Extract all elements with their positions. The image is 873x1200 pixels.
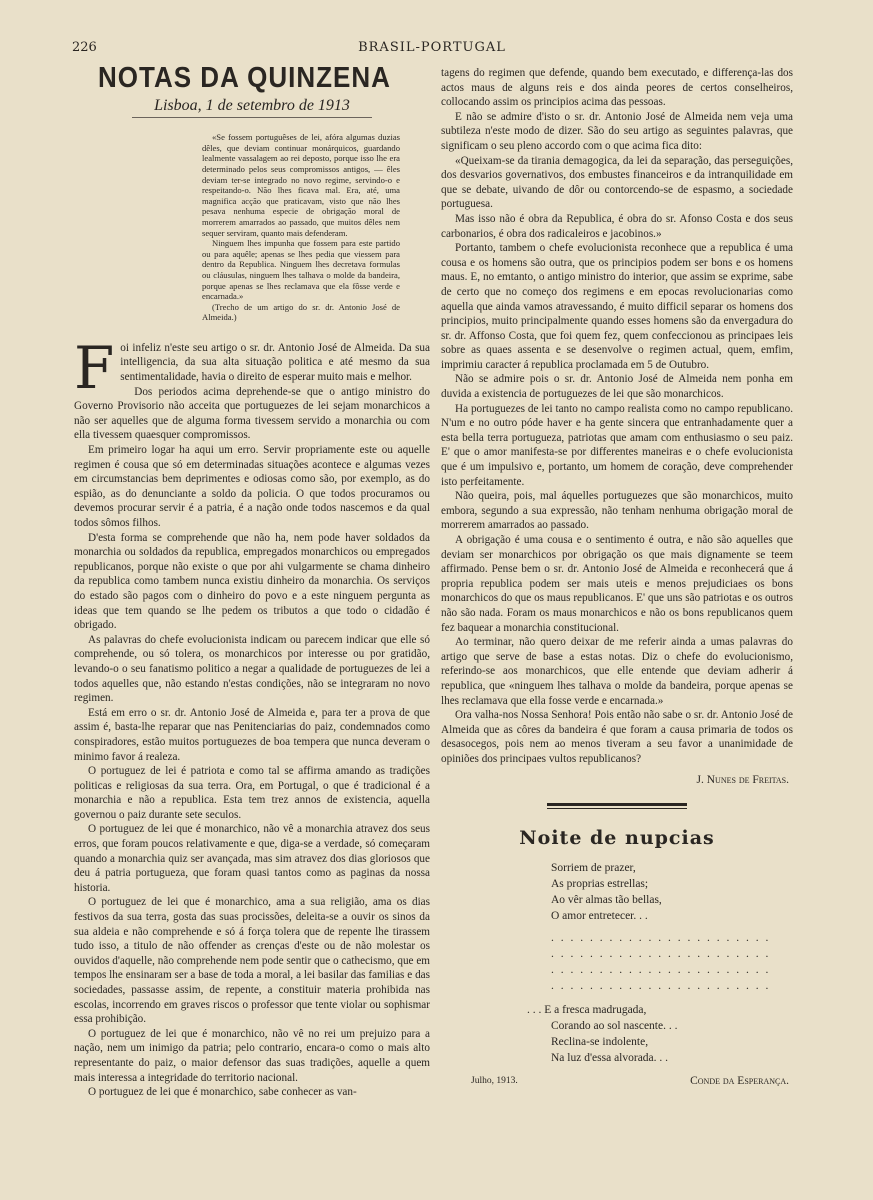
paragraph: O portuguez de lei que é monarchico, sabe conhecer as van- (88, 1086, 357, 1099)
right-column (441, 66, 793, 1096)
poem-footer (441, 1074, 793, 1096)
paragraph: Ao terminar, não quero deixar de me referir ainda a umas palavras do artigo que serve de base a estas notas. Diz o chefe do evolucionismo, referindo-se aos monarchicos, que elle entende que deviam adherir á republica, que «ninguem lhes talhava o molde da bandeira, porque apenas se lhes reclamava que ella fosse verde e encarnada.» (441, 636, 793, 707)
quoted-paragraph: Mas isso não é obra da Republica, é obra do sr. Afonso Costa e dos seus carbonarios, é obra dos radicaleiros e jacobinos.» (441, 212, 793, 240)
paragraph: As palavras do chefe evolucionista indicam ou parecem indicar que elle só comprehende, ou só tolera, os monarchicos por interesse ou por gratidão, levando-o o seu fanatismo politico a negar a qualidade de portuguezes de lei a todos aquelles que, não estando n'estas condições, não se integraram no novo regimen. (74, 633, 430, 705)
poem-line: . . . E a fresca madrugada, (527, 1003, 647, 1016)
running-title: BRASIL-PORTUGAL (358, 40, 506, 55)
poem-line: Ao vêr almas tão bellas, (551, 893, 662, 906)
quoted-paragraph: «Queixam-se da tirania demagogica, da lei da separação, das perseguições, dos desvarios governativos, dos embustes financeiros e da intranquilidade em que se debate, uivando de dôr ou contorcendo-se de espasmo, a sociedade portuguesa. (441, 154, 793, 211)
article-signature: J. Nunes de Freitas. (696, 773, 789, 786)
epigraph-paragraph: «Se fossem portuguêses de lei, afóra algumas duzias dêles, que deviam continuar monárquicos, guardando lealmente vassalagem ao rei deposto, porque isso lhe era determinado pelos seus compromissos antigos, — êles deviam ter-se integrado no novo regime, servindo-o e respeitando-o. Não lhes ficava mal. Era, até, uma magnifica acção que praticavam, visto que não lhes pesava nenhuma especie de obrigação moral de morrerem amarrados ao passado, que muitos dêles nem sequer serviram, quanto mais defenderam. (202, 132, 400, 238)
article-body-right (441, 66, 793, 767)
paragraph: Não se admire pois o sr. dr. Antonio José de Almeida nem ponha em duvida a existencia de portuguezes de lei que são monarchicos. (441, 373, 793, 401)
poem-line: Corando ao sol nascente. . . (551, 1019, 678, 1032)
paragraph: Portanto, tambem o chefe evolucionista reconhece que a republica é uma cousa e os homens são outra, que os principios podem ser bons e os homens maus. E, no emtanto, o antigo ministro do interior, que assim se exprime, sabe de certo que no começo dos regimens e em epocas revolucionarias como aquella que ainda vamos atravessando, é muito difficil separar os homens dos principios, muito principalmente quando esses homens são da envergadura do sr. dr. Affonso Costa, que foi quem fez, quem confeccionou as principaes leis sobre as quaes assenta e se desenvolve o regimen actual, quem, emfim, imprimiu caracter á republica proclamada em 5 de Outubro. (441, 242, 793, 371)
paragraph: O portuguez de lei que é monarchico, ama a sua religião, ama os dias festivos da sua terra, gosta das suas procissões, deleita-se a ouvir os sinos da sua aldeia e não comprehende e só á força tolera que de repente lhe tirassem tudo isso, a titulo de não offender as crenças d'este ou de não molestar os ouvidos d'aquelle, não comprehende nem pode sentir que o cathecismo, que em tempos lhe ensinaram ser a base de toda a moral, a lei basilar das familias e das sociedades, passasse assim, de repente, a constituir materia prohibida nas escolas, incorrendo em graves riscos o professor que tente violar ou sophismar essa prohibição. (74, 896, 430, 1026)
poem-author: Conde da Esperança. (690, 1074, 789, 1087)
epigraph (202, 132, 400, 323)
paragraph: O portuguez de lei que é monarchico, não vê no rei um prejuizo para a nação, nem um inimigo da patria; pelo contrario, encara-o como o mais alto representante do paiz, o maior defensor das suas tradições, aquelle a quem mais interessa a integridade do territorio nacional. (74, 1027, 430, 1084)
article-title: NOTAS DA QUINZENA (98, 60, 391, 94)
paragraph: Ora valha-nos Nossa Senhora! Pois então não sabe o sr. dr. Antonio José de Almeida que as côres da bandeira é que foram a causa primaria de todos os desasocegos, pois nem ao menos tiveram a seu favor a unanimidade de opiniões dos principaes vultos republicanos? (441, 709, 793, 765)
poem-ellipsis-line: . . . . . . . . . . . . . . . . . . . . . . . (551, 979, 771, 992)
poem-line: As proprias estrellas; (551, 877, 649, 890)
poem-line: Na luz d'essa alvorada. . . (551, 1051, 669, 1064)
section-divider-thick (547, 803, 687, 806)
poem-body (527, 860, 793, 1066)
poem-date: Julho, 1913. (471, 1075, 518, 1086)
epigraph-paragraph: Ninguem lhes impunha que fossem para este partido ou para aquêle; apenas se lhes pedia que viessem para dentro da Republica. Ninguem lhes decretava formulas ou cláusulas, ninguem lhes talhava o molde da bandeira, porque apenas se lhes reclamava que ela fôsse verde e encarnada.» (202, 238, 400, 302)
paragraph: tagens do regimen que defende, quando bem executado, e differença-las dos actos maus de alguns reis e dos ainda peores de certos conselheiros, collocando assim os principios acima das pessoas. (441, 67, 793, 109)
paragraph: D'esta forma se comprehende que não ha, nem pode haver soldados da monarchia ou soldados da republica, empregados monarchicos ou empregados republicanos, porque não existe o que por ahi vulgarmente se chama dinheiro da republica como tambem nunca existiu dinheiro da monarchia. Os serviços do estado são pagos com o dinheiro do povo e a este ninguem pergunta as ideas que tem quando se lhe pedem os tributos a que todo o cidadão é obrigado. (74, 531, 430, 632)
poem-line: Reclina-se indolente, (551, 1035, 649, 1048)
dateline-rule (132, 117, 372, 118)
paragraph: Não queira, pois, mal áquelles portuguezes que são monarchicos, muito embora, segundo a sua expressão, não tenham nenhuma obrigação moral de morrerem amarrados ao passado. (441, 490, 793, 532)
poem-ellipsis-line: . . . . . . . . . . . . . . . . . . . . . . . (551, 947, 771, 960)
paragraph: O portuguez de lei é patriota e como tal se affirma amando as tradições politicas e religiosas da sua terra. Ora, em Portugal, o que é tradicional é a monarchia e não a republica. Esta tem trez annos de existencia, aquella governou o paiz durante sete seculos. (74, 765, 430, 821)
section-divider-thin (547, 808, 687, 809)
paragraph: Ha portuguezes de lei tanto no campo realista como no campo republicano. N'um e no outro póde haver e ha gente sincera que entranhadamente quer a esta bella terra portugueza, patriotas que amam com enthusiasmo o seu paiz. E' que o amor manifesta-se por differentes maneiras e o chefe evolucionista que é um impulsivo e, portanto, um homem de coração, deve comprehender isto perfeitamente. (441, 402, 793, 488)
page-number: 226 (72, 40, 97, 55)
dateline: Lisboa, 1 de setembro de 1913 (154, 96, 350, 114)
article-body-left (74, 333, 430, 1100)
poem-line: Sorriem de prazer, (551, 861, 636, 874)
paragraph: A obrigação é uma cousa e o sentimento é outra, e não são aquelles que deviam ser monarchicos por obrigação os que mais dignamente se teem affirmado. Pense bem o sr. dr. Antonio José de Almeida e reconhecerá que á propria republica podem ser mais uteis e menos prejudiciaes os bons monarchicos do que os maus republicanos. E' que uns são patriotas e os outros não são nada. Foram os maus monarchicos e não os bons republicanos quem fez baquear a monarchia constitucional. (441, 534, 793, 634)
paragraph: E não se admire d'isto o sr. dr. Antonio José de Almeida nem veja uma subtileza n'este modo de dizer. São do seu artigo as seguintes palavras, que significam o seu pleno accordo com o que acima fica dito: (441, 110, 793, 152)
epigraph-source: (Trecho de um artigo do sr. dr. Antonio José de Almeida.) (202, 301, 400, 323)
paragraph: Em primeiro logar ha aqui um erro. Servir propriamente este ou aquelle regimen é cousa que só em determinadas situações acontece e algumas vezes em circumstancias bem deprimentes e odiosas como são, por exemplo, as do espião, as do denunciante a soldo da policia. O que todos procuramos ou devemos procurar servir é a patria, é a nação onde todos nascemos e da qual todos sômos filhos. (74, 444, 430, 529)
poem-ellipsis-line: . . . . . . . . . . . . . . . . . . . . . . . (551, 963, 771, 976)
first-paragraph (74, 333, 430, 402)
poem-ellipsis-line: . . . . . . . . . . . . . . . . . . . . . . . (551, 931, 771, 944)
page-header (72, 40, 792, 60)
paragraph: Está em erro o sr. dr. Antonio José de Almeida e, para ter a prova de que assim é, basta-lhe reparar que nas Penitenciarias do paiz, condemnados como conspiradores, estão muitos portuguezes de boa tempera que nunca deveram o minimo favor á realeza. (74, 706, 430, 763)
paragraph: O portuguez de lei que é monarchico, não vê a monarchia atravez dos seus erros, que foram poucos relativamente e que, diga-se a verdade, só começaram quando a monarchia quiz ser avançada, mas sim atravez dos dias gloriosos que deu á patria portugueza, que foram quasi tantos como as paginas da nossa historia. (74, 823, 430, 894)
paragraph: Dos periodos acima deprehende-se que o antigo ministro do Governo Provisorio não acceita que portuguezes de lei sejam monarchicos a não ser aquelles que de alguma forma tivessem servido a monarchia ou com ella tivessem quaesquer compromissos. (74, 385, 430, 442)
poem-line: O amor entretecer. . . (551, 909, 648, 922)
drop-cap: F (74, 333, 115, 402)
poem-title: Noite de nupcias (519, 827, 715, 850)
left-column (74, 60, 430, 1100)
first-paragraph-text: oi infeliz n'este seu artigo o sr. dr. Antonio José de Almeida. Da sua intelligencia, da sua alta situação politica e até mesmo da sua sentimentalidade, havia o direito de esperar muito mais e melhor. (120, 341, 430, 384)
